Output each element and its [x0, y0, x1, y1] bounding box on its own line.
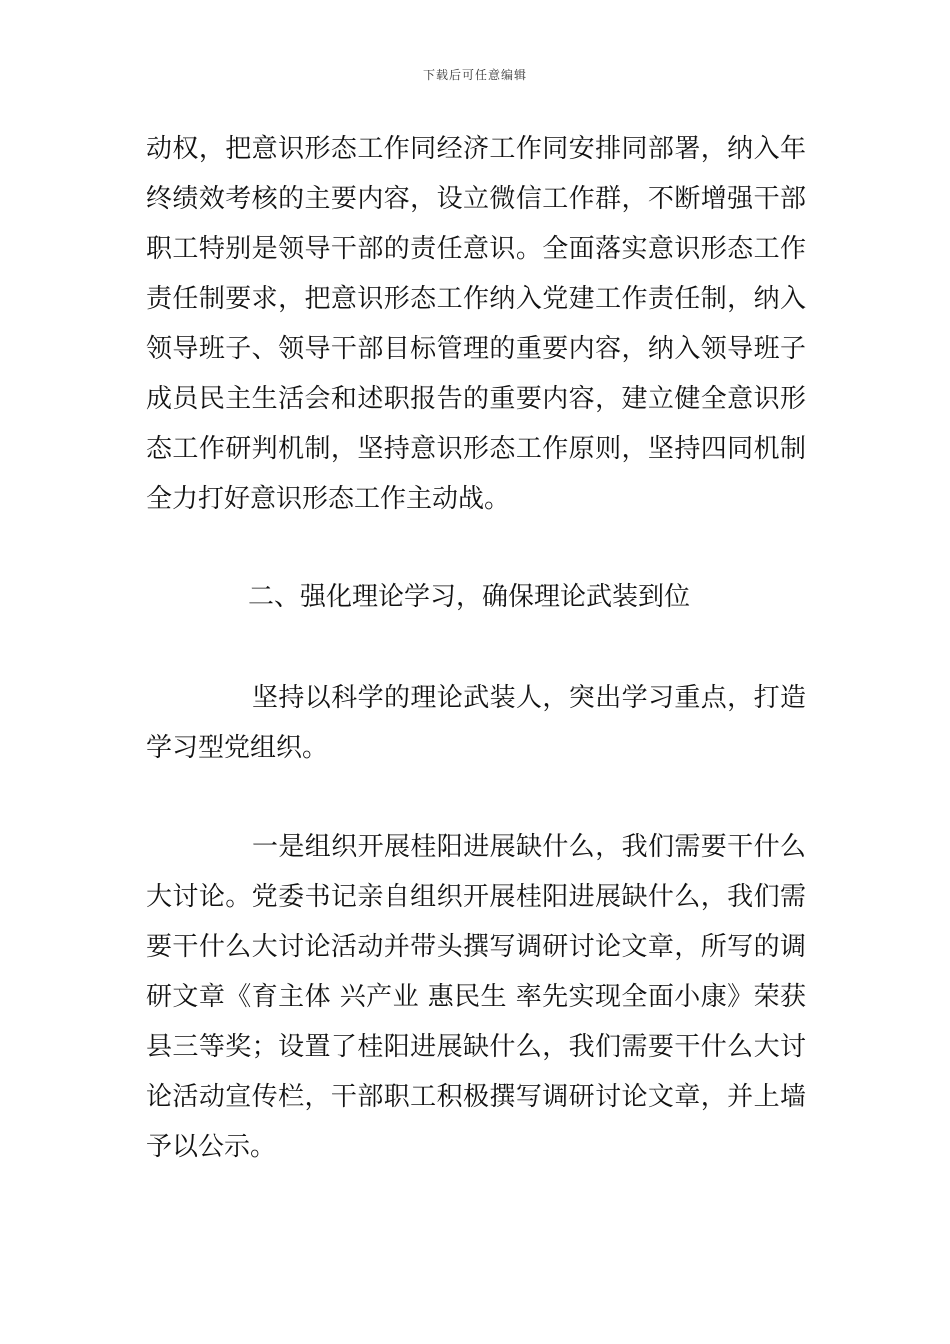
- paragraph-line: 大讨论。党委书记亲自组织开展桂阳进展缺什么，我们需: [146, 882, 806, 912]
- paragraph-1: [146, 124, 806, 524]
- paragraph-line: 县三等奖；设置了桂阳进展缺什么，我们需要干什么大讨: [146, 1032, 806, 1062]
- paragraph-line: 研文章《育主体 兴产业 惠民生 率先实现全面小康》荣获: [146, 982, 806, 1012]
- paragraph-2: [146, 673, 806, 773]
- paragraph-line: 领导班子、领导干部目标管理的重要内容，纳入领导班子: [146, 334, 806, 364]
- paragraph-line: 成员民主生活会和述职报告的重要内容，建立健全意识形: [146, 384, 806, 414]
- paragraph-line: 一是组织开展桂阳进展缺什么，我们需要干什么: [252, 832, 806, 862]
- paragraph-line: 论活动宣传栏，干部职工积极撰写调研讨论文章，并上墙: [146, 1082, 806, 1112]
- paragraph-line: 责任制要求，把意识形态工作纳入党建工作责任制，纳入: [146, 284, 806, 314]
- paragraph-line: 终绩效考核的主要内容，设立微信工作群，不断增强干部: [146, 184, 806, 214]
- paragraph-line: 要干什么大讨论活动并带头撰写调研讨论文章，所写的调: [146, 932, 806, 962]
- paragraph-3: [146, 822, 806, 1172]
- paragraph-line: 全力打好意识形态工作主动战。: [146, 484, 511, 514]
- paragraph-line: 态工作研判机制，坚持意识形态工作原则，坚持四同机制: [146, 434, 806, 464]
- paragraph-line: 动权，把意识形态工作同经济工作同安排同部署，纳入年: [146, 134, 806, 164]
- paragraph-line: 坚持以科学的理论武装人，突出学习重点，打造: [252, 683, 806, 713]
- section-heading-text: 二、强化理论学习，确保理论武装到位: [248, 582, 691, 612]
- page-header-note: 下载后可任意编辑: [422, 68, 527, 82]
- paragraph-line: 职工特别是领导干部的责任意识。全面落实意识形态工作: [146, 234, 806, 264]
- paragraph-line: 学习型党组织。: [146, 733, 329, 763]
- section-heading: [146, 572, 806, 622]
- paragraph-line: 予以公示。: [146, 1132, 277, 1162]
